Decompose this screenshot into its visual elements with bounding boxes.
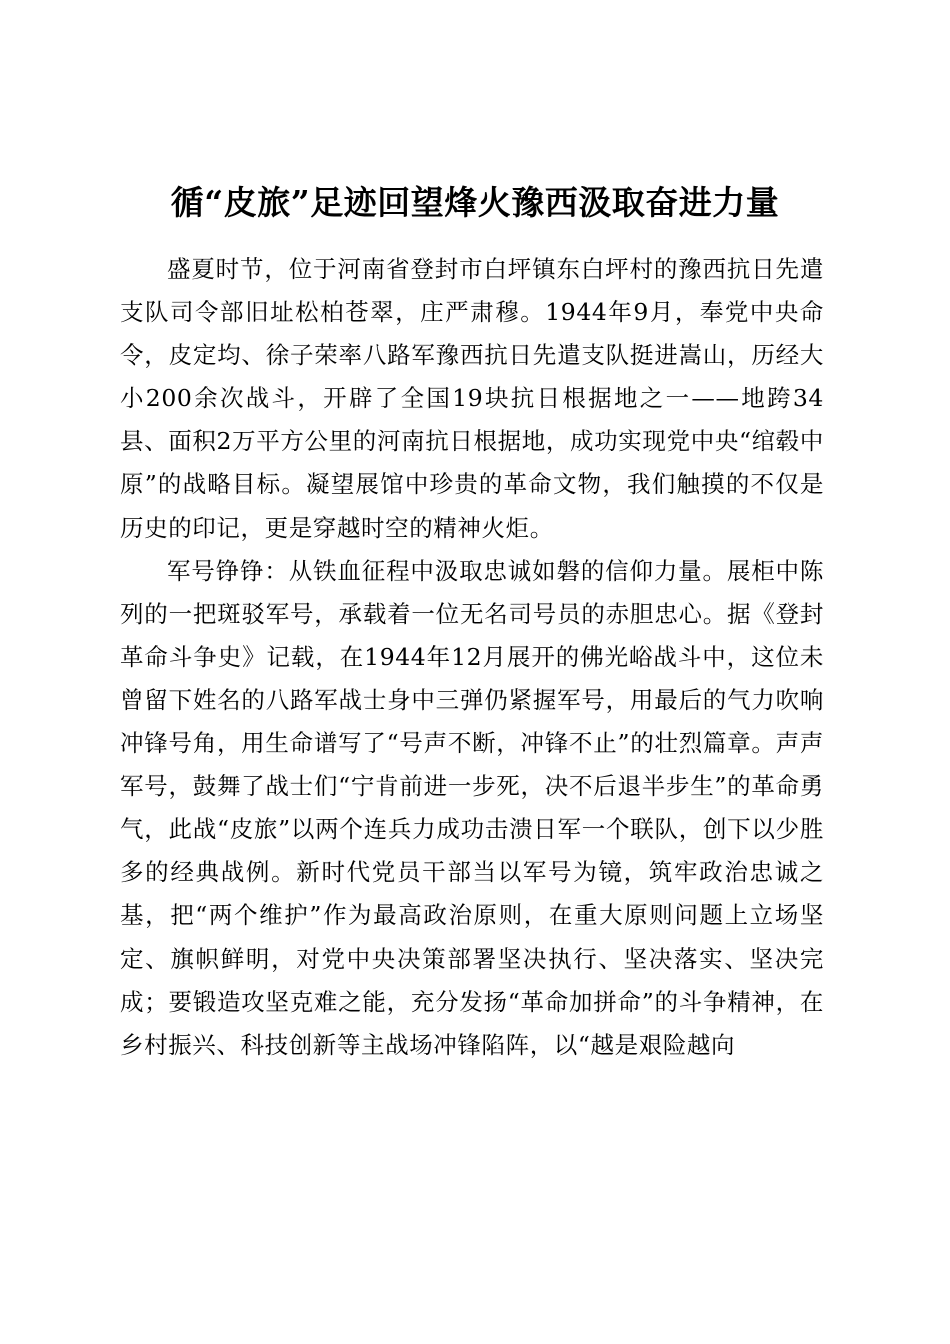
paragraph-intro: 盛夏时节，位于河南省登封市白坪镇东白坪村的豫西抗日先遣支队司令部旧址松柏苍翠，庄严肃穆。1944年9月，奉党中央命令，皮定均、徐子荣率八路军豫西抗日先遣支队挺进嵩山，历经大小200余次战斗，开辟了全国19块抗日根据地之一——地跨34县、面积2万平方公里的河南抗日根据地，成功实现党中央“绾毂中原”的战略目标。凝望展馆中珍贵的革命文物，我们触摸的不仅是历史的印记，更是穿越时空的精神火炬。 [120,255,824,542]
document-body [120,248,824,1067]
paragraph-bugle: 军号铮铮：从铁血征程中汲取忠诚如磐的信仰力量。展柜中陈列的一把斑驳军号，承载着一位无名司号员的赤胆忠心。据《登封革命斗争史》记载，在1944年12月展开的佛光峪战斗中，这位未曾留下姓名的八路军战士身中三弹仍紧握军号，用最后的气力吹响冲锋号角，用生命谱写了“号声不断，冲锋不止”的壮烈篇章。声声军号，鼓舞了战士们“宁肯前进一步死，决不后退半步生”的革命勇气，此战“皮旅”以两个连兵力成功击溃日军一个联队，创下以少胜多的经典战例。新时代党员干部当以军号为镜，筑牢政治忠诚之基，把“两个维护”作为最高政治原则，在重大原则问题上立场坚定、旗帜鲜明，对党中央决策部署坚决执行、坚决落实、坚决完成；要锻造攻坚克难之能，充分发扬“革命加拼命”的斗争精神，在乡村振兴、科技创新等主战场冲锋陷阵，以“越是艰险越向 [120,556,824,1059]
document-title: 循“皮旅”足迹回望烽火豫西汲取奋进力量 [170,183,780,222]
